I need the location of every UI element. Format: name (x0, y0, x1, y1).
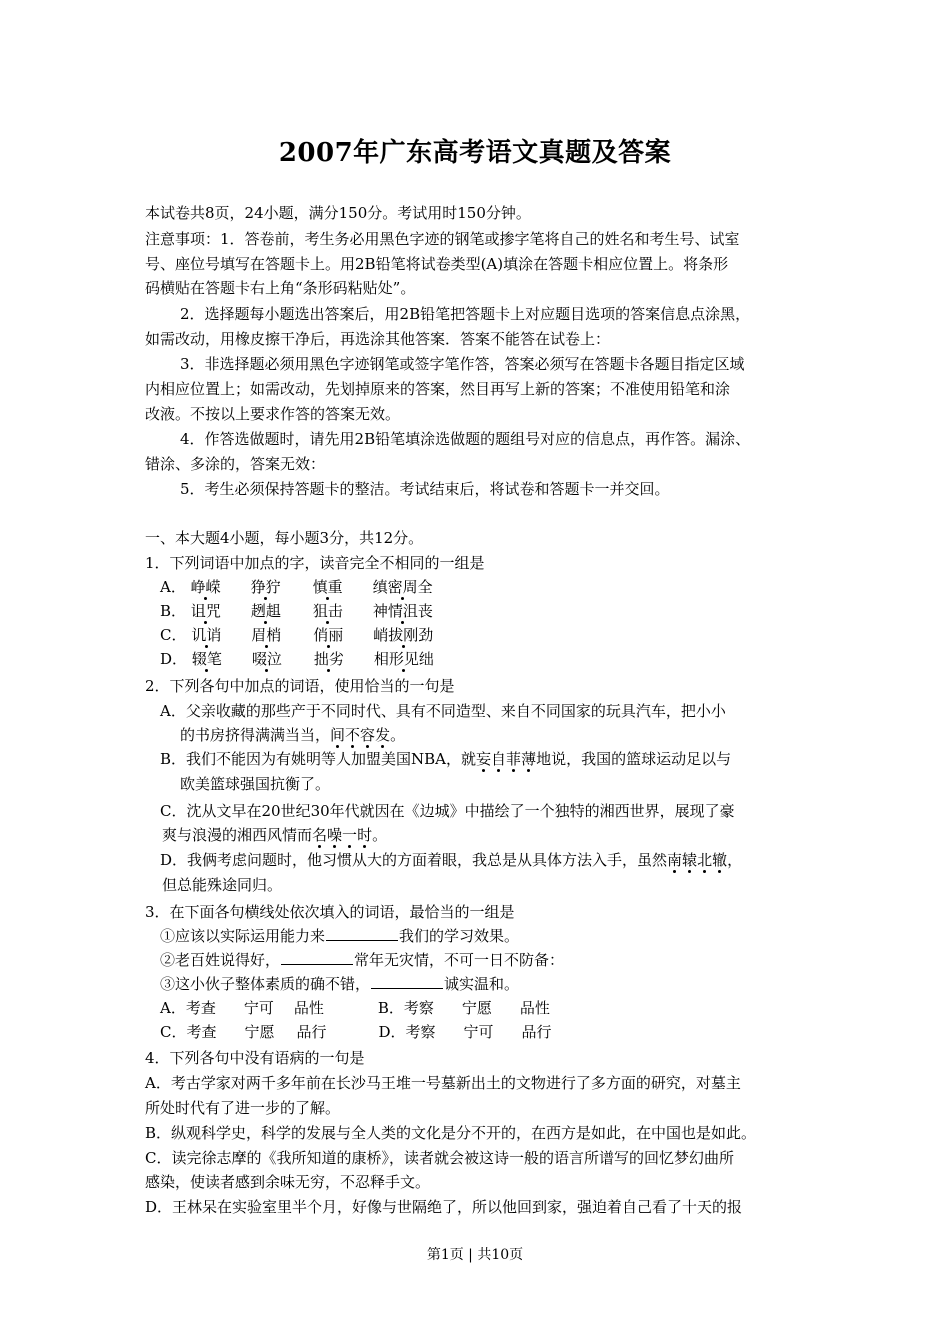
option-word: 品行 (521, 1023, 552, 1041)
option-word: 考查 (186, 1023, 217, 1041)
option-word: 品行 (296, 1023, 327, 1041)
section-heading: 一、本大题4小题，每小题3分，共12分。 (145, 529, 424, 547)
option-word: 俏丽 (313, 626, 344, 644)
intro-line: 如需改动，用橡皮擦干净后，再选涂其他答案．答案不能答在试卷上： (145, 330, 611, 348)
q1-option-a (160, 576, 433, 598)
option-label: C． (160, 1023, 187, 1041)
question-4-stem: 4．下列各句中没有语病的一句是 (145, 1049, 365, 1067)
dotted-phrase: 妄自菲薄 (476, 750, 537, 768)
question-2-stem: 2．下列各句中加点的词语，使用恰当的一句是 (145, 677, 455, 695)
text: ③这小伙子整体素质的确不错， (160, 975, 371, 993)
option-word: 峭拔刚劲 (373, 626, 434, 644)
text: 地说，我国的篮球运动足以与 (536, 750, 732, 768)
q2-option-c-line (162, 824, 387, 846)
text: B．我们不能因为有姚明等人加盟美国NBA，就 (160, 750, 477, 768)
q3-sentence-2 (160, 949, 564, 971)
intro-line: 本试卷共8页，24小题，满分150分。考试用时150分钟。 (145, 204, 531, 222)
dotted-phrase: 间不容发 (330, 726, 391, 744)
text: 我们的学习效果。 (399, 927, 520, 945)
option-label: C． (160, 626, 187, 644)
q4-line: A．考古学家对两千多年前在长沙马王堆一号墓新出土的文物进行了多方面的研究，对墓主 (145, 1074, 741, 1092)
q3-options-row-2 (160, 1021, 552, 1043)
q4-line: D．王林呆在实验室里半个月，好像与世隔绝了，所以他回到家，强迫着自己看了十天的报 (145, 1198, 743, 1216)
intro-line: 5．考生必须保持答题卡的整洁。考试结束后，将试卷和答题卡一并交回。 (180, 480, 670, 498)
q3-options-row-1 (160, 997, 550, 1019)
option-label: D． (378, 1023, 406, 1041)
q2-option-b-line: 欧美篮球强国抗衡了。 (180, 775, 331, 793)
blank-line (326, 928, 398, 941)
text: ， (727, 851, 743, 869)
q1-option-b (160, 600, 433, 622)
q2-option-a-line (180, 724, 405, 746)
text: 爽与浪漫的湘西风情而 (162, 826, 313, 844)
option-word: 宁可 (243, 999, 274, 1017)
intro-line: 改液。不按以上要求作答的答案无效。 (145, 405, 401, 423)
text: 。 (372, 826, 388, 844)
option-word: 神情沮丧 (372, 602, 433, 620)
option-word: 狙击 (312, 602, 343, 620)
q2-option-d-line: 但总能殊途同归。 (162, 876, 283, 894)
intro-line: 内相应位置上；如需改动，先划掉原来的答案，然目再写上新的答案；不准使用铅笔和涂 (145, 380, 731, 398)
intro-line: 错涂、多涂的，答案无效： (145, 455, 326, 473)
q4-line: C．读完徐志摩的《我所知道的康桥》，读者就会被这诗一般的语言所谱写的回忆梦幻曲所 (145, 1149, 734, 1167)
text: 常年无灾情，不可一日不防备： (354, 951, 565, 969)
page-footer: 第1页 | 共10页 (426, 1247, 524, 1263)
q2-option-d-line (160, 849, 742, 871)
question-3-stem: 3．在下面各句横线处依次填入的词语，最恰当的一组是 (145, 903, 515, 921)
option-word: 考察 (403, 999, 434, 1017)
option-word: 诅咒 (190, 602, 221, 620)
text: 的书房挤得满满当当， (180, 726, 331, 744)
text: D．我俩考虑问题时，他习惯从大的方面着眼，我总是从具体方法入手，虽然 (160, 851, 668, 869)
option-word: 啜泣 (251, 650, 282, 668)
option-word: 狰狞 (250, 578, 281, 596)
option-label: B． (377, 999, 404, 1017)
dotted-phrase: 名噪一时 (312, 826, 373, 844)
q3-sentence-3 (160, 973, 519, 995)
intro-line: 号、座位号填写在答题卡上。用2B铅笔将试卷类型(A)填涂在答题卡相应位置上。将条形 (145, 255, 729, 273)
text: ①应该以实际运用能力来 (160, 927, 326, 945)
option-word: 慎重 (312, 578, 343, 596)
question-1-stem: 1．下列词语中加点的字，读音完全不相同的一组是 (145, 554, 485, 572)
intro-line: 4．作答选做题时，请先用2B铅笔填涂选做题的题组号对应的信息点，再作答。漏涂、 (180, 430, 751, 448)
option-word: 辍笔 (191, 650, 222, 668)
blank-line (281, 952, 353, 965)
q1-option-d (160, 648, 434, 670)
option-word: 品性 (519, 999, 550, 1017)
option-word: 拙劣 (313, 650, 344, 668)
q2-option-c-line: C．沈从文早在20世纪30年代就因在《边城》中描绘了一个独特的湘西世界，展现了豪 (160, 802, 735, 820)
text: 诚实温和。 (444, 975, 520, 993)
page-title: 2007年广东高考语文真题及答案 (278, 138, 672, 168)
option-word: 考察 (405, 1023, 436, 1041)
q4-line: 感染，使读者感到余味无穷，不忍释手文。 (145, 1173, 431, 1191)
q4-line: B．纵观科学史，科学的发展与全人类的文化是分不开的，在西方是如此，在中国也是如此。 (145, 1124, 757, 1142)
option-label: A． (160, 999, 186, 1017)
option-label: A． (160, 578, 186, 596)
intro-line: 2．选择题每小题选出答案后，用2B铅笔把答题卡上对应题目选项的答案信息点涂黑， (180, 305, 751, 323)
option-word: 讥诮 (191, 626, 222, 644)
q1-option-c (160, 624, 433, 646)
intro-line: 3．非选择题必须用黑色字迹钢笔或签字笔作答，答案必须写在答题卡各题目指定区域 (180, 355, 745, 373)
option-word: 相形见绌 (373, 650, 434, 668)
q4-line: 所处时代有了进一步的了解。 (145, 1099, 341, 1117)
q3-sentence-1 (160, 925, 519, 947)
option-label: B． (160, 602, 187, 620)
option-word: 眉梢 (251, 626, 282, 644)
option-word: 品性 (293, 999, 324, 1017)
intro-line: 注意事项：1．答卷前，考生务必用黑色字迹的钢笔或掺字笔将自己的姓名和考生号、试室 (145, 230, 740, 248)
option-label: D． (160, 650, 188, 668)
option-word: 峥嵘 (190, 578, 221, 596)
text: ②老百姓说得好， (160, 951, 281, 969)
blank-line (371, 976, 443, 989)
dotted-phrase: 南辕北辙 (667, 851, 728, 869)
option-word: 考查 (185, 999, 216, 1017)
text: 。 (390, 726, 406, 744)
q2-option-b-line (160, 748, 731, 770)
q2-option-a-line: A．父亲收藏的那些产于不同时代、具有不同造型、来自不同国家的玩具汽车，把小小 (160, 702, 726, 720)
intro-line: 码横贴在答题卡右上角“条形码粘贴处”。 (145, 279, 416, 297)
option-word: 趔趄 (250, 602, 281, 620)
option-word: 宁愿 (461, 999, 492, 1017)
option-word: 宁可 (463, 1023, 494, 1041)
option-word: 宁愿 (244, 1023, 275, 1041)
option-word: 缜密周全 (372, 578, 433, 596)
